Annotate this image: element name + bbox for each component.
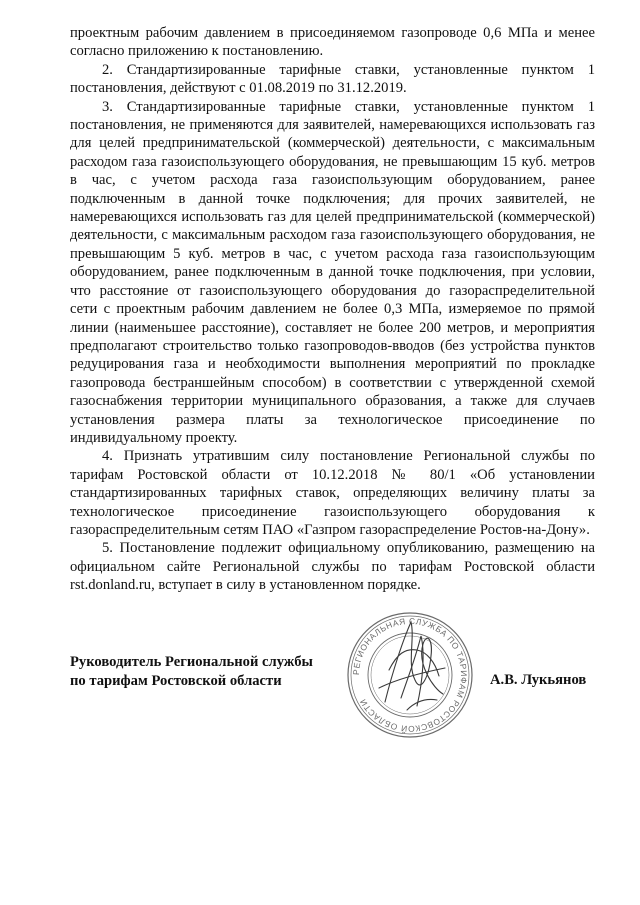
signer-position-line-2: по тарифам Ростовской области (70, 672, 282, 689)
paragraph-2: 2. Стандартизированные тарифные ставки, установленные пунктом 1 постановления, действуют с 01.08.2019 по 31.12.2019. (70, 61, 595, 97)
official-stamp-seal (345, 610, 475, 740)
stamp-inner-ring-inner (371, 636, 449, 714)
signer-position (70, 653, 313, 690)
stamp-outer-ring (348, 613, 472, 737)
paragraph-5: 5. Постановление подлежит официальному опубликованию, размещению на официальном сайте Региональной службы по тарифам Ростовской области rst.donland.ru, вступает в силу в установленном порядке. (70, 540, 595, 594)
signer-name: А.В. Лукьянов (490, 672, 587, 688)
document-body (70, 24, 595, 595)
stamp-inner-ring (368, 633, 452, 717)
paragraph-3: 3. Стандартизированные тарифные ставки, установленные пунктом 1 постановления, не применяются для заявителей, намеревающихся использовать газ для целей предпринимательской (коммерческой) деятельности, с максимальным расходом газа газоиспользующего оборудования, не превышающим 15 куб. метров в час, с учетом расхода газа газоиспользующим оборудованием, ранее подключенным в данной точке подключения; для прочих заявителей, не намеревающихся использовать газ для целей предпринимательской (коммерческой) деятельности, с максимальным расходом газа газоиспользующего оборудования, не превышающим 5 куб. метров в час, с учетом расхода газа газоиспользующим оборудованием, ранее подключенным в данной точке подключения, при условии, что расстояние от газоиспользующего оборудования до газораспределительной сети с проектным рабочим давлением не более 0,3 МПа, измеряемое по прямой линии (наименьшее расстояние), составляет не более 200 метров, и мероприятия предполагают строительство только газопроводов-вводов (без устройства пунктов редуцирования газа и необходимости выполнения мероприятий по прокладке газопровода бестраншейным способом) в соответствии с утвержденной схемой газоснабжения территории муниципального образования, а также для случаев установления размера платы за технологическое присоединение по индивидуальному проекту. (70, 98, 595, 446)
stamp-ring-text: РЕГИОНАЛЬНАЯ СЛУЖБА ПО ТАРИФАМ РОСТОВСКОЙ ОБЛАСТИ (350, 615, 470, 735)
paragraph-continuation: проектным рабочим давлением в присоединяемом газопроводе 0,6 МПа и менее согласно приложению к постановлению. (70, 25, 595, 60)
handwritten-signature (379, 622, 445, 710)
signer-position-line-1: Руководитель Региональной службы (70, 654, 313, 670)
paragraph-4: 4. Признать утратившим силу постановление Региональной службы по тарифам Ростовской области от 10.12.2018 № 80/1 «Об установлении стандартизированных тарифных ставок, определяющих величину платы за технологическое присоединение газоиспользующего оборудования к газораспределительным сетям ПАО «Газпром газораспределение Ростов-на-Дону». (70, 448, 595, 538)
signature-block (70, 645, 600, 755)
